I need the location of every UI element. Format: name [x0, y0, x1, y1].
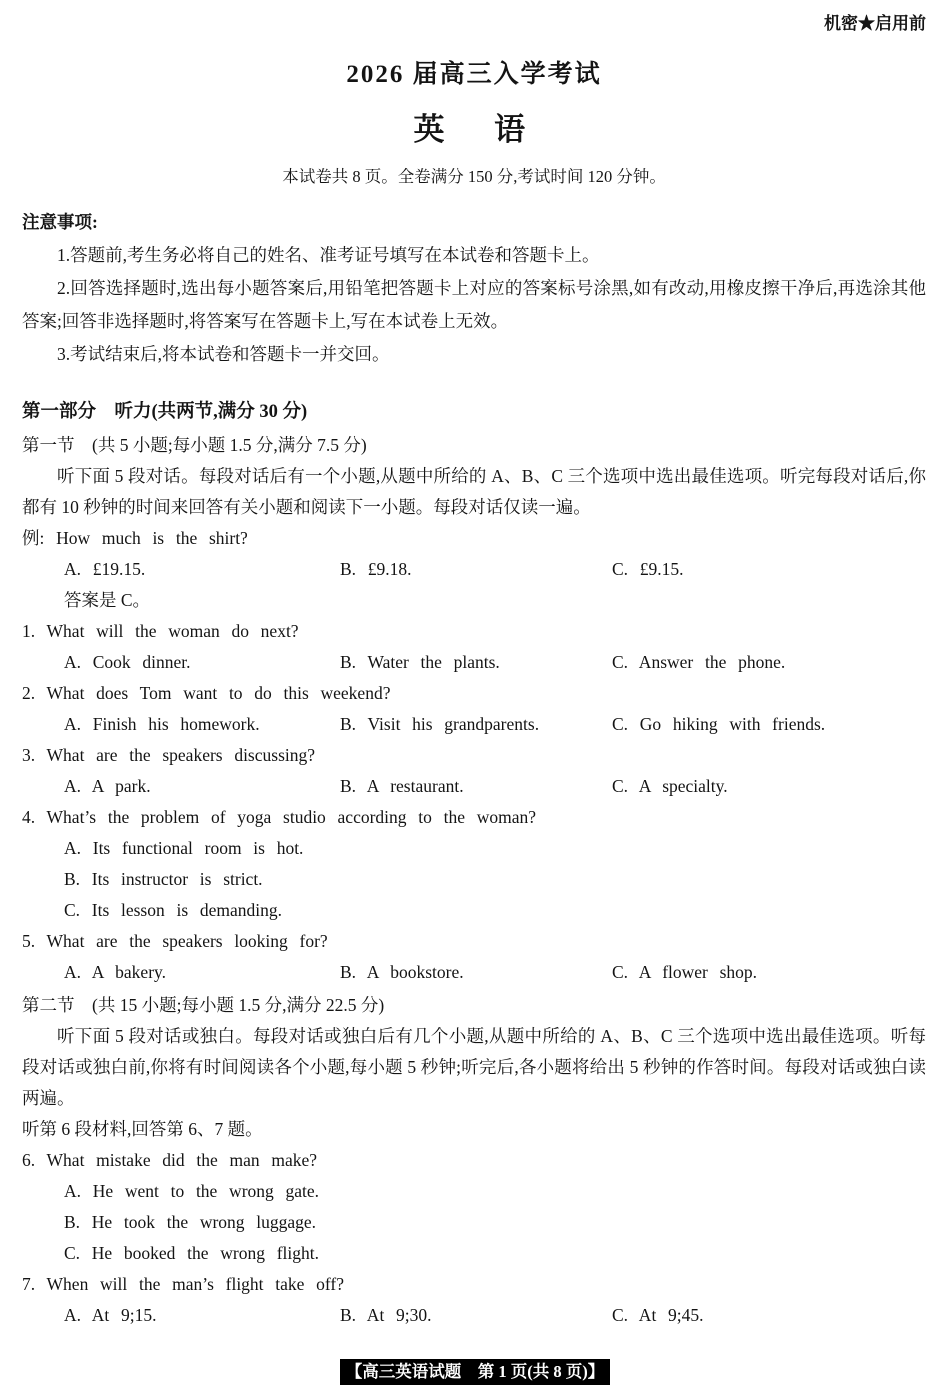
question-prompt: 6. What mistake did the man make? [22, 1150, 318, 1170]
notice-item: 3.考试结束后,将本试卷和答题卡一并交回。 [57, 344, 390, 364]
option: B. A bookstore. [340, 962, 464, 982]
option: C. Its lesson is demanding. [64, 900, 283, 920]
question-prompt: 7. When will the man’s flight take off? [22, 1274, 344, 1294]
exam-title: 2026 届高三入学考试 [346, 61, 602, 88]
notice-item: 2.回答选择题时,选出每小题答案后,用铅笔把答题卡上对应的答案标号涂黑,如有改动,用橡皮擦干净后,再选涂其他答案;回答非选择题时,将答案写在答题卡上,写在本试卷上无效。 [22, 278, 926, 331]
question [22, 1145, 926, 1269]
classification-label: 机密★启用前 [824, 14, 926, 33]
page-footer [0, 1359, 950, 1385]
section1-instructions: 听下面 5 段对话。每段对话后有一个小题,从题中所给的 A、B、C 三个选项中选出最佳选项。听完每段对话后,你都有 10 秒钟的时间来回答有关小题和阅读下一小题。每段对话仅读一遍。 [22, 466, 926, 517]
question-prompt: 5. What are the speakers looking for? [22, 931, 328, 951]
question-options [22, 771, 926, 802]
option: B. Water the plants. [340, 652, 500, 672]
question-prompt: 3. What are the speakers discussing? [22, 745, 316, 765]
option: B. Its instructor is strict. [64, 869, 263, 889]
option: A. He went to the wrong gate. [64, 1181, 320, 1201]
question [22, 678, 926, 740]
part1-heading: 第一部分 听力(共两节,满分 30 分) [22, 402, 308, 422]
question-prompt: 4. What’s the problem of yoga studio according to the woman? [22, 807, 536, 827]
option: C. He booked the wrong flight. [64, 1243, 319, 1263]
notice-heading: 注意事项: [22, 212, 98, 232]
section2-heading: 第二节 (共 15 小题;每小题 1.5 分,满分 22.5 分) [22, 995, 385, 1015]
question [22, 616, 926, 678]
section2-question-list [22, 1145, 926, 1331]
notice-item: 1.答题前,考生务必将自己的姓名、准考证号填写在本试卷和答题卡上。 [57, 245, 600, 265]
exam-info: 本试卷共 8 页。全卷满分 150 分,考试时间 120 分钟。 [282, 167, 666, 186]
section1-question-list [22, 616, 926, 988]
option: A. A bakery. [64, 962, 167, 982]
question-options [22, 957, 926, 988]
question-prompt: 1. What will the woman do next? [22, 621, 299, 641]
section1-heading: 第一节 (共 5 小题;每小题 1.5 分,满分 7.5 分) [22, 435, 367, 455]
option: A. Its functional room is hot. [64, 838, 304, 858]
example-prompt: 例: How much is the shirt? [22, 528, 248, 548]
option: B. £9.18. [340, 559, 412, 579]
option: A. Finish his homework. [64, 714, 260, 734]
question-options [22, 833, 926, 926]
notice-section [22, 206, 926, 371]
question-options [22, 1300, 926, 1331]
option: C. A specialty. [612, 776, 728, 796]
option: B. He took the wrong luggage. [64, 1212, 317, 1232]
option: C. £9.15. [612, 559, 684, 579]
option: C. At 9;45. [612, 1305, 704, 1325]
subject-title: 英 语 [413, 112, 535, 147]
question-prompt: 2. What does Tom want to do this weekend? [22, 683, 391, 703]
question [22, 1269, 926, 1331]
option: C. Go hiking with friends. [612, 714, 826, 734]
example-block [22, 523, 926, 616]
footer-page-label: 【高三英语试题 第 1 页(共 8 页)】 [340, 1359, 611, 1385]
example-options [22, 554, 926, 585]
option: B. At 9;30. [340, 1305, 432, 1325]
option: B. Visit his grandparents. [340, 714, 540, 734]
option: B. A restaurant. [340, 776, 464, 796]
option: A. A park. [64, 776, 151, 796]
option: A. Cook dinner. [64, 652, 191, 672]
question [22, 740, 926, 802]
question-options [22, 647, 926, 678]
material-note: 听第 6 段材料,回答第 6、7 题。 [22, 1119, 263, 1139]
question [22, 802, 926, 926]
option: A. £19.15. [64, 559, 146, 579]
question-options [22, 709, 926, 740]
option: C. Answer the phone. [612, 652, 786, 672]
question-options [22, 1176, 926, 1269]
option: C. A flower shop. [612, 962, 758, 982]
section2-instructions: 听下面 5 段对话或独白。每段对话或独白后有几个小题,从题中所给的 A、B、C 三个选项中选出最佳选项。听每段对话或独白前,你将有时间阅读各个小题,每小题 5 秒钟;听完后,各小题将给出 5 秒钟的作答时间。每段对话或独白读两遍。 [22, 1026, 926, 1108]
question [22, 926, 926, 988]
option: A. At 9;15. [64, 1305, 157, 1325]
example-answer: 答案是 C。 [64, 590, 151, 610]
